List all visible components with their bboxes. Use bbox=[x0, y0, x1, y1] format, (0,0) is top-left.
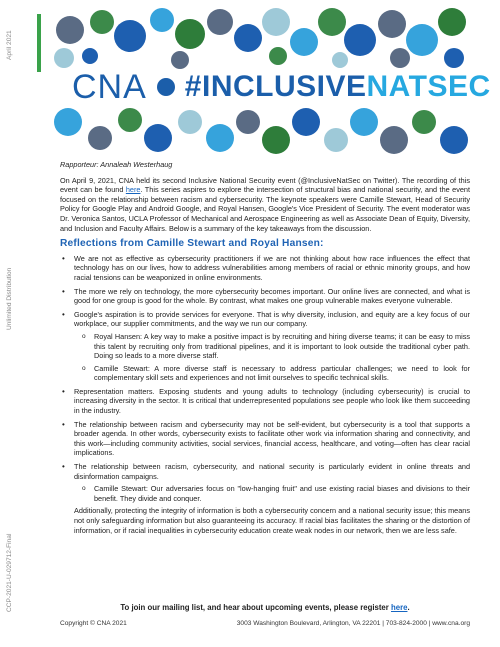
sub-list bbox=[74, 484, 470, 503]
footer-copyright: Copyright © CNA 2021 bbox=[60, 620, 127, 627]
footer-address: 3003 Washington Boulevard, Arlington, VA 22201 | 703-824-2000 | www.cna.org bbox=[236, 620, 470, 627]
left-margin bbox=[0, 0, 50, 647]
cta-end: . bbox=[407, 603, 410, 612]
list-item: • The more we rely on technology, the more cybersecurity becomes important. Our online lives are connected, and what is good for one group is good for the whole. By contrast, what makes one group vulnerable makes everyone vulnerable. bbox=[74, 287, 470, 306]
recording-link[interactable]: here bbox=[125, 185, 141, 195]
intro-text-before-link: On April 9, 2021, CNA held its second Inclusive National Security event (@InclusiveNatSec on Twitter). The recording of this event can be found bbox=[60, 175, 470, 195]
banner-logo-row bbox=[72, 70, 491, 104]
event-hashtag bbox=[185, 72, 491, 102]
document-body bbox=[60, 160, 470, 539]
list-item: • Representation matters. Exposing students and young adults to technology (including cybersecurity) is crucial to increasing diversity in the sector. It is critical that underrepresented populations see people who look like them succeeding in the industry. bbox=[74, 387, 470, 416]
list-item-continuation: Additionally, protecting the integrity of information is both a cybersecurity concern and a national security issue; this means not only safeguarding information but also guaranteeing its accuracy. If racial bias facilitates the sharing or the distortion of information, or if racial inequalities in cybersecurity education create weak nodes in our network, then we are less safe. bbox=[74, 506, 470, 535]
cna-logo: CNA bbox=[72, 68, 147, 106]
list-item: • The relationship between racism and cybersecurity may not be self-evident, but cybersecurity is a tool that supports a broader agenda. In other words, cybersecurity exists to facilitate other work via information sharing and connectivity, and this work—including community activities, social services, financial access, healthcare, and voting—often has clear racial implications. bbox=[74, 420, 470, 458]
list-item: • We are not as effective as cybersecurity practitioners if we are not thinking about how race influences the effect that technology has on our lives, how to address vulnerabilities among members of racial or ethnic minority groups, and how racial tensions can be weaponized in online environments. bbox=[74, 254, 470, 283]
mailing-list-cta bbox=[60, 603, 470, 612]
list-item bbox=[74, 310, 470, 383]
page-footer bbox=[60, 620, 470, 627]
sub-list bbox=[74, 332, 470, 383]
cta-text: To join our mailing list, and hear about upcoming events, please register bbox=[120, 603, 391, 612]
hashtag-part-inclusive: #INCLUSIVE bbox=[184, 70, 367, 103]
sub-list-item: o Camille Stewart: Our adversaries focus on "low-hanging fruit" and use existing racial biases and divisions to their benefit. They divide and conquer. bbox=[94, 484, 470, 503]
intro-paragraph bbox=[60, 176, 470, 234]
sidebar-date: April 2021 bbox=[6, 30, 13, 60]
list-item-text: The relationship between racism, cybersecurity, and national security is particularly evident in online threats and disinformation campaigns. bbox=[74, 462, 470, 481]
hashtag-part-natsec: NATSEC bbox=[366, 70, 491, 103]
logo-dot-icon bbox=[157, 78, 175, 96]
list-item-text: Google's aspiration is to provide services for everyone. That is why diversity, inclusion, and equity are a key focus of our workplace, our supplier commitments, and the way we run our company. bbox=[74, 309, 470, 329]
green-accent-bar bbox=[37, 14, 41, 72]
event-banner bbox=[50, 12, 491, 152]
sub-list-item: o Camille Stewart: A more diverse staff is necessary to address particular challenges; we need to look for complementary skill sets and experiences and not limit ourselves to specific technical skills. bbox=[94, 364, 470, 383]
sidebar-distribution: Unlimited Distribution bbox=[6, 267, 13, 330]
section-heading: Reflections from Camille Stewart and Royal Hansen: bbox=[60, 238, 324, 250]
list-item bbox=[74, 462, 470, 535]
sidebar-doc-number: CCP-2021-U-029712-Final bbox=[6, 533, 13, 612]
intro-text-after-link: . This series aspires to explore the intersection of structural bias and national security, and the event focused on the relationship between racism and cybersecurity. The keynote speakers were Camille Stewart, Head of Security Policy for Google Play and Android Google, and Royal Hansen, Google's Vice President of Security. The event moderator was Dr. Veronica Santos, UCLA Professor of Mechanical and Aerospace Engineering as well as Associate Dean of Equity, Diversity, and Inclusion and Faculty Affairs. Below is a summary of the key takeaways from the discussion. bbox=[60, 185, 470, 233]
sub-list-item: o Royal Hansen: A key way to make a positive impact is by recruiting and hiring diverse teams; it can be easy to miss this talent by recruiting only from traditional pipelines, and it is important to look outside the traditional cyber path. Doing so leads to a more diverse staff. bbox=[94, 332, 470, 361]
register-link[interactable]: here bbox=[390, 603, 408, 612]
rapporteur-line: Rapporteur: Annaleah Westerhaug bbox=[60, 160, 173, 169]
takeaways-list bbox=[60, 254, 470, 535]
